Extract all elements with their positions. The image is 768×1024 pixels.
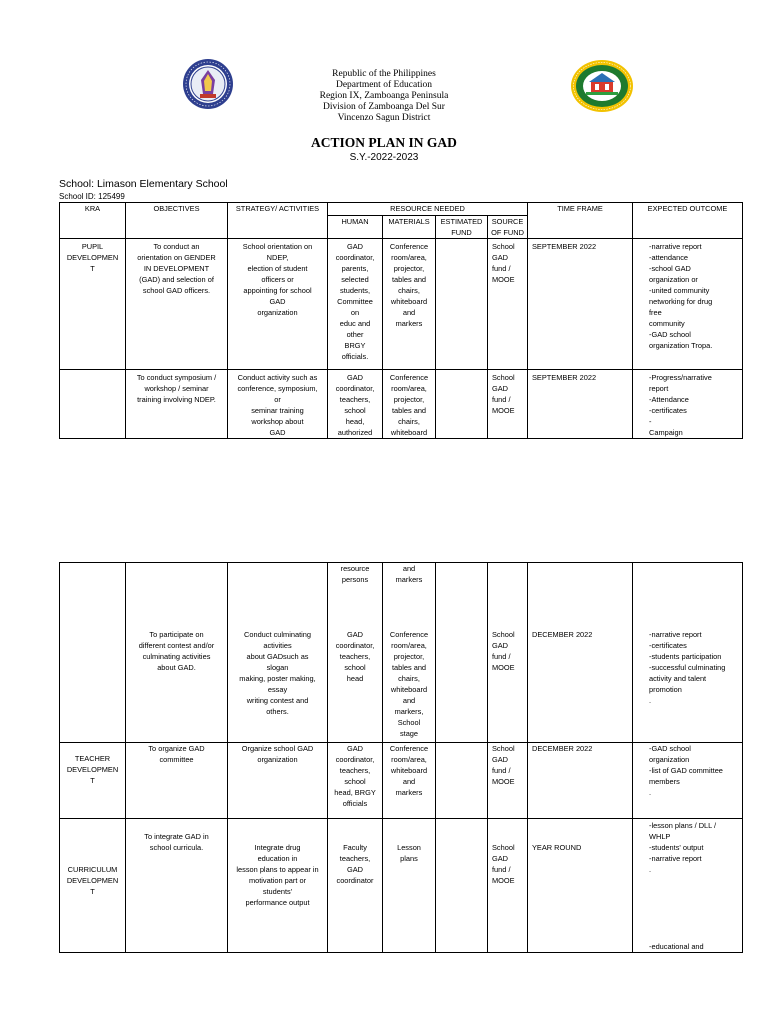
strategy-cell: Conduct culminating activities about GADsuch as slogan making, poster making, essay writing contest and others. <box>228 563 328 743</box>
table-row <box>60 819 743 953</box>
action-plan-table-1 <box>59 202 743 439</box>
table-row <box>60 239 743 370</box>
strategy-cell: Integrate drug education in lesson plans to appear in motivation part or students' performance output <box>228 819 328 953</box>
header-human: HUMAN <box>328 216 383 239</box>
source-of-fund-cell: School GAD fund / MOOE <box>488 563 528 743</box>
time-frame-cell: SEPTEMBER 2022 <box>528 370 633 439</box>
expected-outcome-cell: -narrative report -certificates -students participation -successful culminating activity and talent promotion . <box>633 563 743 743</box>
materials-cell: Conference room/area, whiteboard and markers <box>383 743 436 819</box>
kra-cell: CURRICULUM DEVELOPMEN T <box>60 819 126 953</box>
human-cell: GAD coordinator, teachers, school head, authorized <box>328 370 383 439</box>
expected-outcome-cell: -lesson plans / DLL / WHLP -students' output -narrative report . -educational and <box>633 819 743 953</box>
letterhead <box>260 69 508 124</box>
time-frame-cell: YEAR ROUND <box>528 819 633 953</box>
table-row <box>60 563 743 743</box>
source-of-fund-cell: School GAD fund / MOOE <box>488 370 528 439</box>
header-strategy: STRATEGY/ ACTIVITIES <box>228 203 328 239</box>
objectives-cell: To conduct an orientation on GENDER IN DEVELOPMENT (GAD) and selection of school GAD officers. <box>126 239 228 370</box>
letterhead-line: Region IX, Zamboanga Peninsula <box>319 91 449 101</box>
school-id: School ID: 125499 <box>59 192 125 201</box>
letterhead-line: Division of Zamboanga Del Sur <box>323 102 445 112</box>
table-row <box>60 370 743 439</box>
school-seal-icon <box>570 59 634 113</box>
strategy-cell: Organize school GAD organization <box>228 743 328 819</box>
header-materials: MATERIALS <box>383 216 436 239</box>
header-resource-needed: RESOURCE NEEDED <box>328 203 528 216</box>
human-cell: GAD coordinator, teachers, school head, BRGY officials <box>328 743 383 819</box>
document-title: ACTION PLAN IN GAD <box>311 135 457 150</box>
expected-outcome-cell: -Progress/narrative report -Attendance -certificates - Campaign <box>633 370 743 439</box>
source-of-fund-cell: School GAD fund / MOOE <box>488 819 528 953</box>
materials-cell: Conference room/area, projector, tables and chairs, whiteboard <box>383 370 436 439</box>
objectives-cell: To participate on different contest and/or culminating activities about GAD. <box>126 563 228 743</box>
human-cell: Faculty teachers, GAD coordinator <box>328 819 383 953</box>
estimated-fund-cell <box>436 239 488 370</box>
materials-cell: and markers Conference room/area, projector, tables and chairs, whiteboard and markers, School stage <box>383 563 436 743</box>
action-plan-table-2 <box>59 562 743 953</box>
strategy-cell: Conduct activity such as conference, symposium, or seminar training workshop about GAD <box>228 370 328 439</box>
deped-seal-icon <box>182 58 234 110</box>
time-frame-cell: SEPTEMBER 2022 <box>528 239 633 370</box>
objectives-cell: To organize GAD committee <box>126 743 228 819</box>
school-name: School: Limason Elementary School <box>59 178 228 190</box>
objectives-cell: To conduct symposium / workshop / seminar training involving NDEP. <box>126 370 228 439</box>
objectives-cell: To integrate GAD in school curricula. <box>126 819 228 953</box>
header-objectives: OBJECTIVES <box>126 203 228 239</box>
time-frame-cell: DECEMBER 2022 <box>528 743 633 819</box>
expected-outcome-cell: -GAD school organization -list of GAD committee members . <box>633 743 743 819</box>
human-cell: GAD coordinator, parents, selected students, Committee on educ and other BRGY officials. <box>328 239 383 370</box>
letterhead-line: Department of Education <box>335 80 433 90</box>
letterhead-line: Vincenzo Sagun District <box>337 113 431 123</box>
materials-cell: Lesson plans <box>383 819 436 953</box>
kra-cell <box>60 370 126 439</box>
time-frame-cell: DECEMBER 2022 <box>528 563 633 743</box>
expected-outcome-cell: -narrative report -attendance -school GAD organization or -united community networking for drug free community -GAD school organization Tropa. <box>633 239 743 370</box>
school-year: S.Y.-2022-2023 <box>349 152 419 163</box>
human-cell: resource persons GAD coordinator, teachers, school head <box>328 563 383 743</box>
letterhead-line: Republic of the Philippines <box>332 69 436 79</box>
table-row <box>60 743 743 819</box>
kra-cell <box>60 563 126 743</box>
source-of-fund-cell: School GAD fund / MOOE <box>488 743 528 819</box>
kra-cell: PUPIL DEVELOPMEN T <box>60 239 126 370</box>
header-estimated-fund: ESTIMATED FUND <box>436 216 488 239</box>
header-source-of-fund: SOURCE OF FUND <box>488 216 528 239</box>
estimated-fund-cell <box>436 563 488 743</box>
estimated-fund-cell <box>436 743 488 819</box>
estimated-fund-cell <box>436 370 488 439</box>
header-expected-outcome: EXPECTED OUTCOME <box>633 203 743 239</box>
header-kra: KRA <box>60 203 126 239</box>
strategy-cell: School orientation on NDEP, election of student officers or appointing for school GAD organization <box>228 239 328 370</box>
source-of-fund-cell: School GAD fund / MOOE <box>488 239 528 370</box>
estimated-fund-cell <box>436 819 488 953</box>
header-time-frame: TIME FRAME <box>528 203 633 239</box>
kra-cell: TEACHER DEVELOPMEN T <box>60 743 126 819</box>
materials-cell: Conference room/area, projector, tables and chairs, whiteboard and markers <box>383 239 436 370</box>
